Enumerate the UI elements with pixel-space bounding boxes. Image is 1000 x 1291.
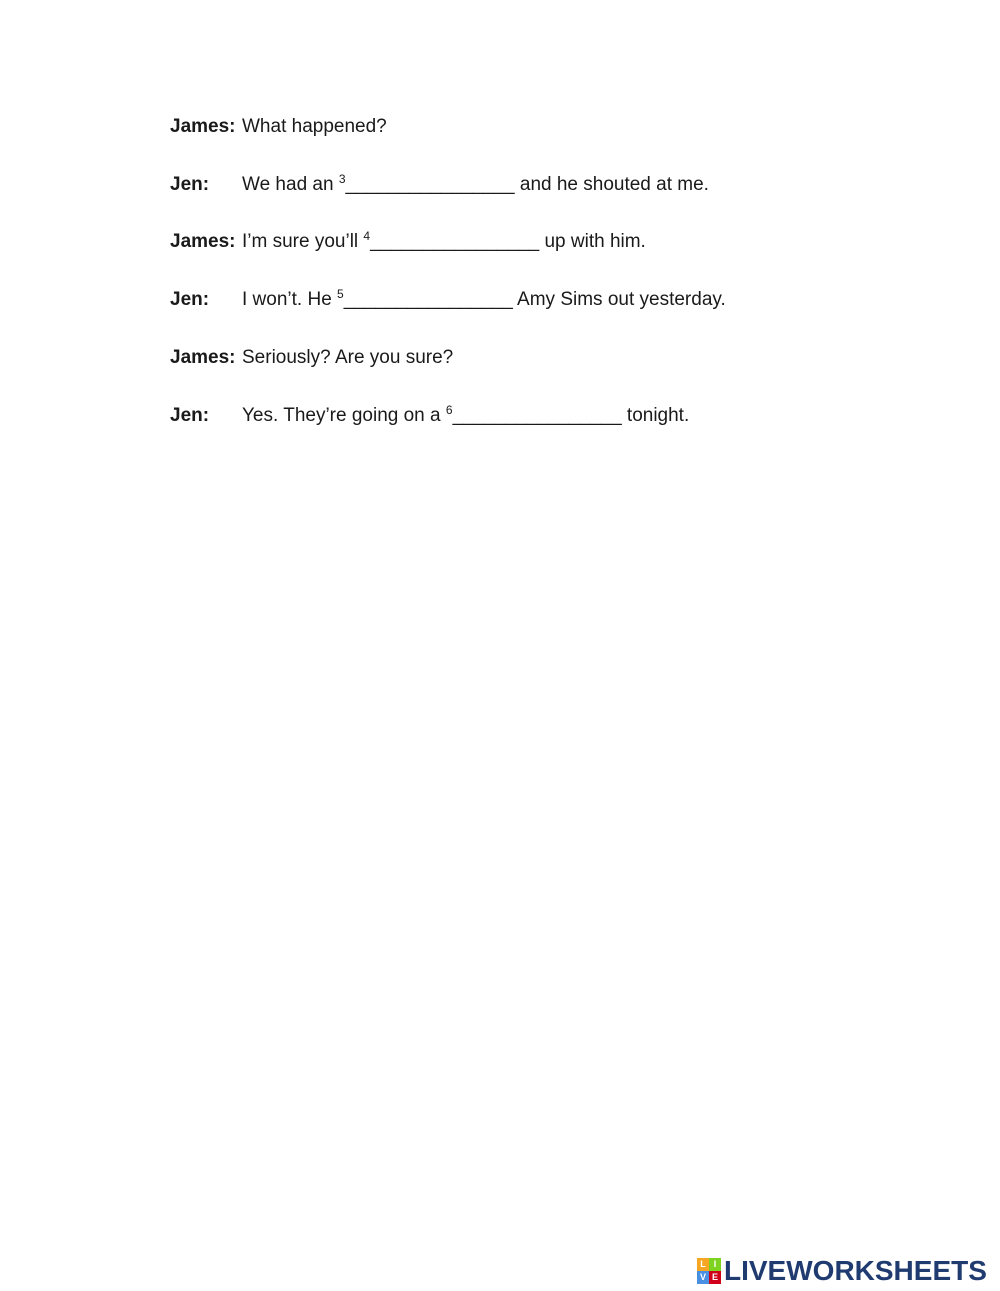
answer-blank[interactable]: ________________	[343, 289, 513, 310]
text-after: tonight.	[621, 405, 690, 426]
text-before: Yes. They’re going on a	[242, 405, 446, 426]
answer-blank[interactable]: ________________	[452, 405, 622, 426]
answer-blank[interactable]: ________________	[370, 231, 540, 252]
logo-tile-l: L	[697, 1258, 709, 1271]
text-before: I’m sure you’ll	[242, 231, 364, 252]
speaker-label: Jen:	[170, 405, 210, 426]
speaker-label: James:	[170, 231, 236, 252]
text-before: We had an	[242, 174, 339, 195]
text-after: Amy Sims out yesterday.	[512, 289, 726, 310]
line-text	[242, 115, 387, 139]
text-after: and he shouted at me.	[514, 174, 709, 195]
logo-tile-e: E	[709, 1271, 721, 1284]
blank-number: 5	[337, 287, 344, 301]
line-text	[242, 346, 453, 370]
line-text	[242, 173, 709, 197]
text-before: I won’t. He	[242, 289, 338, 310]
speaker-label: James:	[170, 116, 236, 137]
text-before: What happened?	[242, 116, 387, 137]
answer-blank[interactable]: ________________	[345, 174, 515, 195]
blank-number: 3	[338, 172, 346, 186]
logo-text: LIVEWORKSHEETS	[724, 1255, 987, 1286]
text-before: Seriously? Are you sure?	[242, 347, 454, 368]
liveworksheets-logo-icon	[697, 1258, 721, 1284]
logo-tile-v: V	[697, 1271, 709, 1284]
liveworksheets-logo	[697, 1255, 987, 1287]
blank-number: 4	[363, 229, 371, 243]
line-text	[242, 404, 689, 428]
speaker-label: Jen:	[170, 174, 210, 195]
speaker-label: Jen:	[170, 289, 210, 310]
text-after: up with him.	[539, 231, 646, 252]
logo-tile-i: I	[709, 1258, 721, 1271]
line-text	[242, 288, 726, 312]
line-text	[242, 230, 646, 254]
speaker-label: James:	[170, 347, 236, 368]
blank-number: 6	[445, 403, 453, 417]
